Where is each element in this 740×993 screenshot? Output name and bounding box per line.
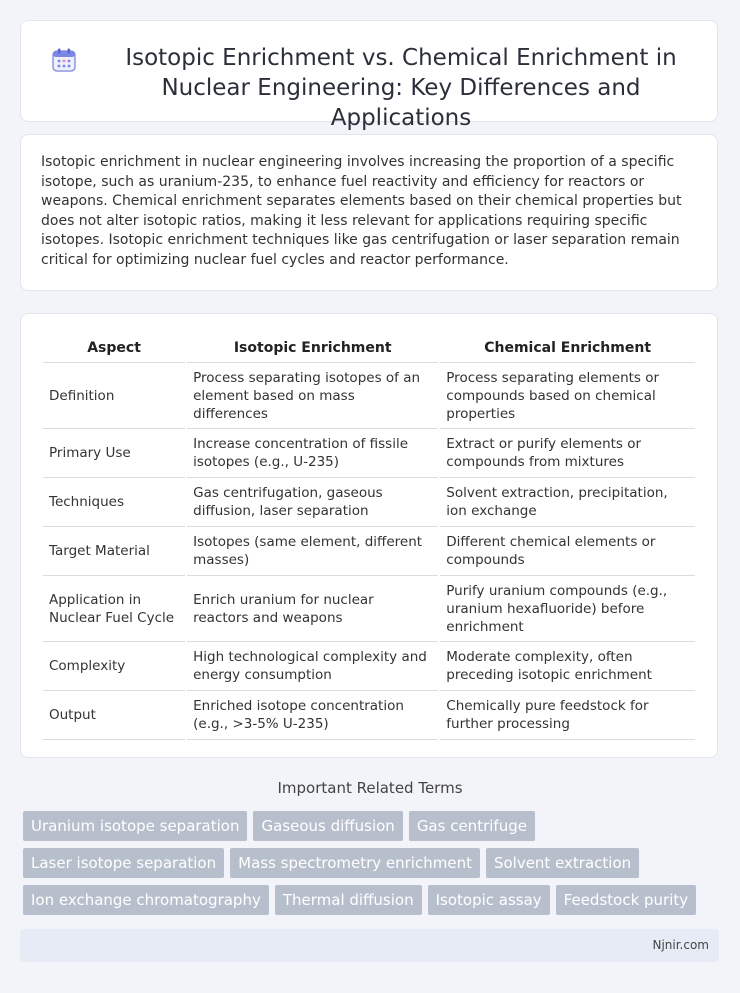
related-term-tag[interactable]: Isotopic assay	[428, 885, 550, 915]
table-row	[43, 691, 695, 740]
aspect-cell: Primary Use	[43, 429, 185, 478]
table-row	[43, 642, 695, 691]
chemical-cell: Moderate complexity, often preceding isotopic enrichment	[440, 642, 695, 691]
chemical-cell: Purify uranium compounds (e.g., uranium hexafluoride) before enrichment	[440, 576, 695, 642]
footer	[20, 929, 719, 962]
table-header-row	[43, 332, 695, 363]
comparison-table-card	[20, 313, 718, 758]
header-aspect: Aspect	[43, 332, 185, 363]
table-row	[43, 576, 695, 642]
related-term-tag[interactable]: Mass spectrometry enrichment	[230, 848, 480, 878]
chemical-cell: Solvent extraction, precipitation, ion exchange	[440, 478, 695, 527]
related-term-tag[interactable]: Thermal diffusion	[275, 885, 422, 915]
related-term-tag[interactable]: Gaseous diffusion	[253, 811, 402, 841]
related-term-tag[interactable]: Laser isotope separation	[23, 848, 224, 878]
related-term-tag[interactable]: Feedstock purity	[556, 885, 696, 915]
header-card	[20, 20, 718, 131]
chemical-cell: Extract or purify elements or compounds from mixtures	[440, 429, 695, 478]
chemical-cell: Chemically pure feedstock for further processing	[440, 691, 695, 740]
table-row	[43, 363, 695, 429]
isotopic-cell: High technological complexity and energy consumption	[187, 642, 438, 691]
related-terms-list	[23, 811, 723, 915]
isotopic-cell: Gas centrifugation, gaseous diffusion, laser separation	[187, 478, 438, 527]
intro-card	[20, 134, 718, 291]
aspect-cell: Complexity	[43, 642, 185, 691]
related-term-tag[interactable]: Ion exchange chromatography	[23, 885, 269, 915]
aspect-cell: Application in Nuclear Fuel Cycle	[43, 576, 185, 642]
aspect-cell: Target Material	[43, 527, 185, 576]
aspect-cell: Definition	[43, 363, 185, 429]
header-isotopic: Isotopic Enrichment	[187, 332, 438, 363]
table-row	[43, 429, 695, 478]
related-terms-title: Important Related Terms	[277, 779, 463, 797]
related-term-tag[interactable]: Gas centrifuge	[409, 811, 535, 841]
comparison-table	[41, 332, 697, 740]
page-title: Isotopic Enrichment vs. Chemical Enrichment in Nuclear Engineering: Key Differences and Applications	[125, 45, 677, 131]
table-row	[43, 478, 695, 527]
isotopic-cell: Process separating isotopes of an element based on mass differences	[187, 363, 438, 429]
aspect-cell: Techniques	[43, 478, 185, 527]
isotopic-cell: Increase concentration of fissile isotopes (e.g., U-235)	[187, 429, 438, 478]
isotopic-cell: Enrich uranium for nuclear reactors and weapons	[187, 576, 438, 642]
isotopic-cell: Isotopes (same element, different masses)	[187, 527, 438, 576]
isotopic-cell: Enriched isotope concentration (e.g., >3-5% U-235)	[187, 691, 438, 740]
header-chemical: Chemical Enrichment	[440, 332, 695, 363]
intro-paragraph: Isotopic enrichment in nuclear engineering involves increasing the proportion of a specific isotope, such as uranium-235, to enhance fuel reactivity and efficiency for reactors or weapons. Chemical enrichment separates elements based on their chemical properties but does not alter isotopic ratios, making it less relevant for applications requiring specific isotopes. Isotopic enrichment techniques like gas centrifugation or laser separation remain critical for optimizing nuclear fuel cycles and reactor performance.	[41, 154, 682, 268]
aspect-cell: Output	[43, 691, 185, 740]
calendar-icon	[51, 47, 77, 73]
chemical-cell: Process separating elements or compounds based on chemical properties	[440, 363, 695, 429]
footer-site-link[interactable]: Njnir.com	[652, 938, 709, 952]
chemical-cell: Different chemical elements or compounds	[440, 527, 695, 576]
related-term-tag[interactable]: Solvent extraction	[486, 848, 639, 878]
related-term-tag[interactable]: Uranium isotope separation	[23, 811, 247, 841]
table-row	[43, 527, 695, 576]
